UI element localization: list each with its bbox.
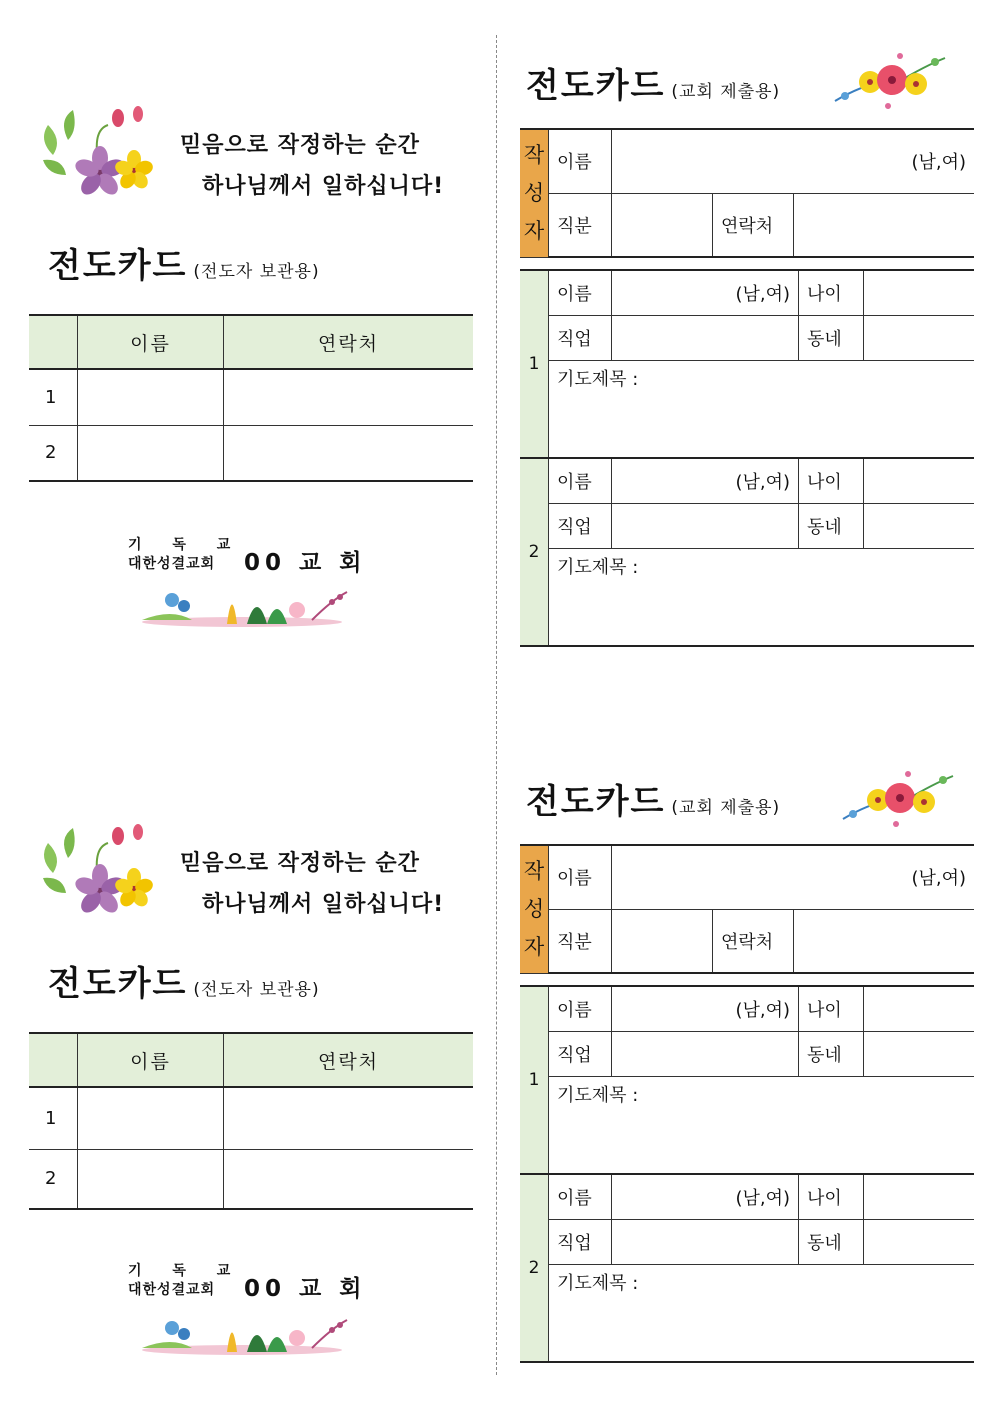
writer-position-label: 직분 [549,193,612,257]
person-job-field[interactable] [612,1032,799,1077]
gender-option: (남,여) [735,284,790,305]
writer-contact-field[interactable] [794,909,975,973]
church-logo [128,536,367,576]
contact-cell[interactable] [224,1087,474,1149]
person-age-label: 나이 [799,1174,864,1220]
person-job-field[interactable] [612,504,799,549]
title-subtitle: (교회 제출용) [671,798,781,818]
person-age-field[interactable] [864,986,975,1032]
person-town-field[interactable] [864,504,975,549]
person-name-label: 이름 [549,458,612,504]
card-title [48,956,320,1005]
col-header-contact: 연락처 [224,1033,474,1087]
person-prayer-label: 기도제목 : [557,557,639,578]
slogan [180,846,444,918]
writer-position-field[interactable] [612,193,713,257]
dashed-cut-line [496,35,497,1375]
person-job-field[interactable] [612,1220,799,1265]
flower-bouquet-icon [38,100,158,210]
gender-option: (남,여) [735,1000,790,1021]
row-no: 2 [29,1149,78,1209]
writer-table [520,128,974,258]
person-table [520,269,974,647]
gender-option: (남,여) [911,868,966,890]
contact-cell[interactable] [224,369,474,425]
person-number: 2 [520,1174,549,1362]
person-town-label: 동네 [799,316,864,361]
table-row [29,425,473,481]
person-job-label: 직업 [549,1032,612,1077]
title-text: 전도카드 [48,964,188,1004]
person-age-field[interactable] [864,270,975,316]
person-prayer-label: 기도제목 : [557,1273,639,1294]
person-town-label: 동네 [799,1220,864,1265]
card-title [526,58,780,107]
leaf-decoration-icon [132,580,354,628]
name-cell[interactable] [78,425,224,481]
gender-option: (남,여) [735,1188,790,1209]
flower-bouquet-icon [830,46,950,114]
keep-table [29,1032,473,1210]
gender-option: (남,여) [911,152,966,174]
card-title [526,774,780,823]
title-subtitle: (교회 제출용) [671,82,781,102]
col-header-no [29,315,78,369]
writer-table [520,844,974,974]
writer-name-label: 이름 [549,845,612,909]
person-age-field[interactable] [864,458,975,504]
person-name-field[interactable] [612,986,799,1032]
writer-contact-label: 연락처 [713,909,794,973]
person-town-label: 동네 [799,504,864,549]
slogan [180,128,444,200]
submit-card-top [500,0,992,700]
person-number: 1 [520,270,549,458]
contact-cell[interactable] [224,425,474,481]
slogan-line-1: 믿음으로 작정하는 순간 [180,133,420,158]
gender-option: (남,여) [735,472,790,493]
church-denomination-bottom: 대한성결교회 [128,556,216,572]
person-town-label: 동네 [799,1032,864,1077]
church-denomination-bottom: 대한성결교회 [128,1282,216,1298]
person-prayer-field[interactable] [549,549,975,647]
person-job-label: 직업 [549,316,612,361]
flower-bouquet-icon [838,764,958,832]
title-subtitle: (전도자 보관용) [193,980,320,1000]
writer-side-char: 자 [523,935,545,960]
slogan-line-2: 하나님께서 일하십니다! [202,892,445,917]
writer-name-field[interactable] [612,129,975,193]
church-name: 00 교 회 [244,1276,367,1302]
slogan-line-2: 하나님께서 일하십니다! [202,174,445,199]
title-text: 전도카드 [48,246,188,286]
church-name: 00 교 회 [244,550,367,576]
person-age-label: 나이 [799,458,864,504]
person-number: 1 [520,986,549,1174]
person-table [520,985,974,1363]
keep-card-top [0,0,496,700]
submit-card-bottom [500,716,992,1416]
name-cell[interactable] [78,369,224,425]
person-prayer-label: 기도제목 : [557,1085,639,1106]
col-header-name: 이름 [78,1033,224,1087]
person-job-label: 직업 [549,504,612,549]
col-header-name: 이름 [78,315,224,369]
writer-side-char: 작 [523,859,545,884]
flower-bouquet-icon [38,818,158,928]
person-town-field[interactable] [864,1032,975,1077]
person-number: 2 [520,458,549,646]
writer-side-label [520,845,549,973]
title-text: 전도카드 [526,66,666,106]
writer-side-char: 성 [523,897,545,922]
leaf-decoration-icon [132,1308,354,1356]
person-name-field[interactable] [612,270,799,316]
person-prayer-field[interactable] [549,1265,975,1363]
name-cell[interactable] [78,1087,224,1149]
person-name-label: 이름 [549,1174,612,1220]
person-age-label: 나이 [799,986,864,1032]
writer-name-label: 이름 [549,129,612,193]
person-age-label: 나이 [799,270,864,316]
person-prayer-field[interactable] [549,361,975,459]
contact-cell[interactable] [224,1149,474,1209]
row-no: 2 [29,425,78,481]
slogan-line-1: 믿음으로 작정하는 순간 [180,851,420,876]
person-name-label: 이름 [549,986,612,1032]
row-no: 1 [29,1087,78,1149]
person-town-field[interactable] [864,316,975,361]
name-cell[interactable] [78,1149,224,1209]
card-title [48,238,320,287]
table-row [29,1087,473,1149]
church-denomination-top: 기 독 교 [128,1263,244,1279]
keep-card-bottom [0,718,496,1418]
row-no: 1 [29,369,78,425]
person-name-label: 이름 [549,270,612,316]
person-job-label: 직업 [549,1220,612,1265]
writer-position-field[interactable] [612,909,713,973]
writer-side-char: 자 [523,219,545,244]
church-logo [128,1262,367,1302]
person-prayer-label: 기도제목 : [557,369,639,390]
writer-side-char: 성 [523,181,545,206]
writer-side-char: 작 [523,143,545,168]
person-name-field[interactable] [612,458,799,504]
writer-position-label: 직분 [549,909,612,973]
writer-contact-label: 연락처 [713,193,794,257]
title-subtitle: (전도자 보관용) [193,262,320,282]
church-denomination-top: 기 독 교 [128,537,244,553]
person-age-field[interactable] [864,1174,975,1220]
writer-contact-field[interactable] [794,193,975,257]
keep-table [29,314,473,482]
col-header-contact: 연락처 [224,315,474,369]
person-name-field[interactable] [612,1174,799,1220]
person-town-field[interactable] [864,1220,975,1265]
table-row [29,1149,473,1209]
person-job-field[interactable] [612,316,799,361]
person-prayer-field[interactable] [549,1077,975,1175]
writer-name-field[interactable] [612,845,975,909]
title-text: 전도카드 [526,782,666,822]
table-row [29,369,473,425]
col-header-no [29,1033,78,1087]
writer-side-label [520,129,549,257]
